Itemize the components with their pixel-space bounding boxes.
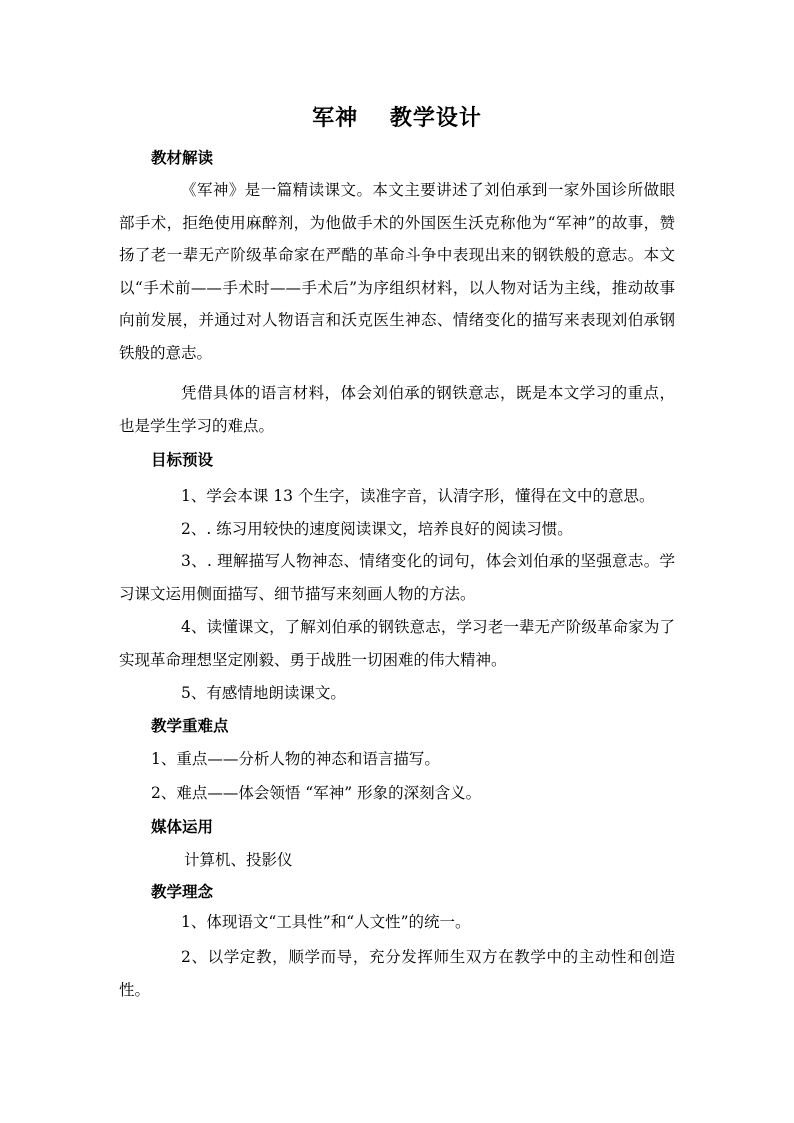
goal-item-2: 2、. 练习用较快的速度阅读课文，培养良好的阅读习惯。: [181, 520, 573, 538]
section-heading-media: 媒体运用: [151, 817, 214, 836]
philosophy-item-1: 1、体现语文“工具性”和“人文性”的统一。: [181, 913, 471, 931]
goal-item-1: 1、学会本课 13 个生字，读准字音，认清字形，懂得在文中的意思。: [181, 487, 655, 505]
section-heading-philosophy: 教学理念: [151, 882, 214, 901]
key-point-2: 2、难点——体会领悟 “军神” 形象的深刻含义。: [151, 784, 482, 802]
goal-item-4: 4、读懂课文，了解刘伯承的钢铁意志，学习老一辈无产阶级革命家为了实现革命理想坚定刚毅、勇于战胜一切困难的伟大精神。: [119, 618, 675, 669]
page-title: 军神 教学设计: [312, 105, 482, 131]
media-text: 计算机、投影仪: [184, 851, 293, 869]
goal-item-5: 5、有感情地朗读课文。: [181, 684, 346, 702]
philosophy-item-2: 2、以学定教，顺学而导，充分发挥师生双方在教学中的主动性和创造性。: [119, 948, 675, 999]
goal-item-3: 3、. 理解描写人物神态、情绪变化的词句，体会刘伯承的坚强意志。学习课文运用侧面描写、细节描写来刻画人物的方法。: [119, 552, 675, 603]
section-heading-key-points: 教学重难点: [151, 716, 229, 735]
section-heading-textbook: 教材解读: [151, 148, 214, 167]
textbook-paragraph-2: 凭借具体的语言材料，体会刘伯承的钢铁意志，既是本文学习的重点，也是学生学习的难点。: [119, 384, 675, 435]
section-heading-goals: 目标预设: [151, 450, 214, 469]
key-point-1: 1、重点——分析人物的神态和语言描写。: [151, 750, 440, 768]
textbook-paragraph-1: 《军神》是一篇精读课文。本文主要讲述了刘伯承到一家外国诊所做眼部手术，拒绝使用麻醉剂，为他做手术的外国医生沃克称他为“军神”的故事，赞扬了老一辈无产阶级革命家在严酷的革命斗争中表现出来的钢铁般的意志。本文以“手术前——手术时——手术后”为序组织材料，以人物对话为主线，推动故事向前发展，并通过对人物语言和沃克医生神态、情绪变化的描写来表现刘伯承钢铁般的意志。: [119, 181, 675, 362]
